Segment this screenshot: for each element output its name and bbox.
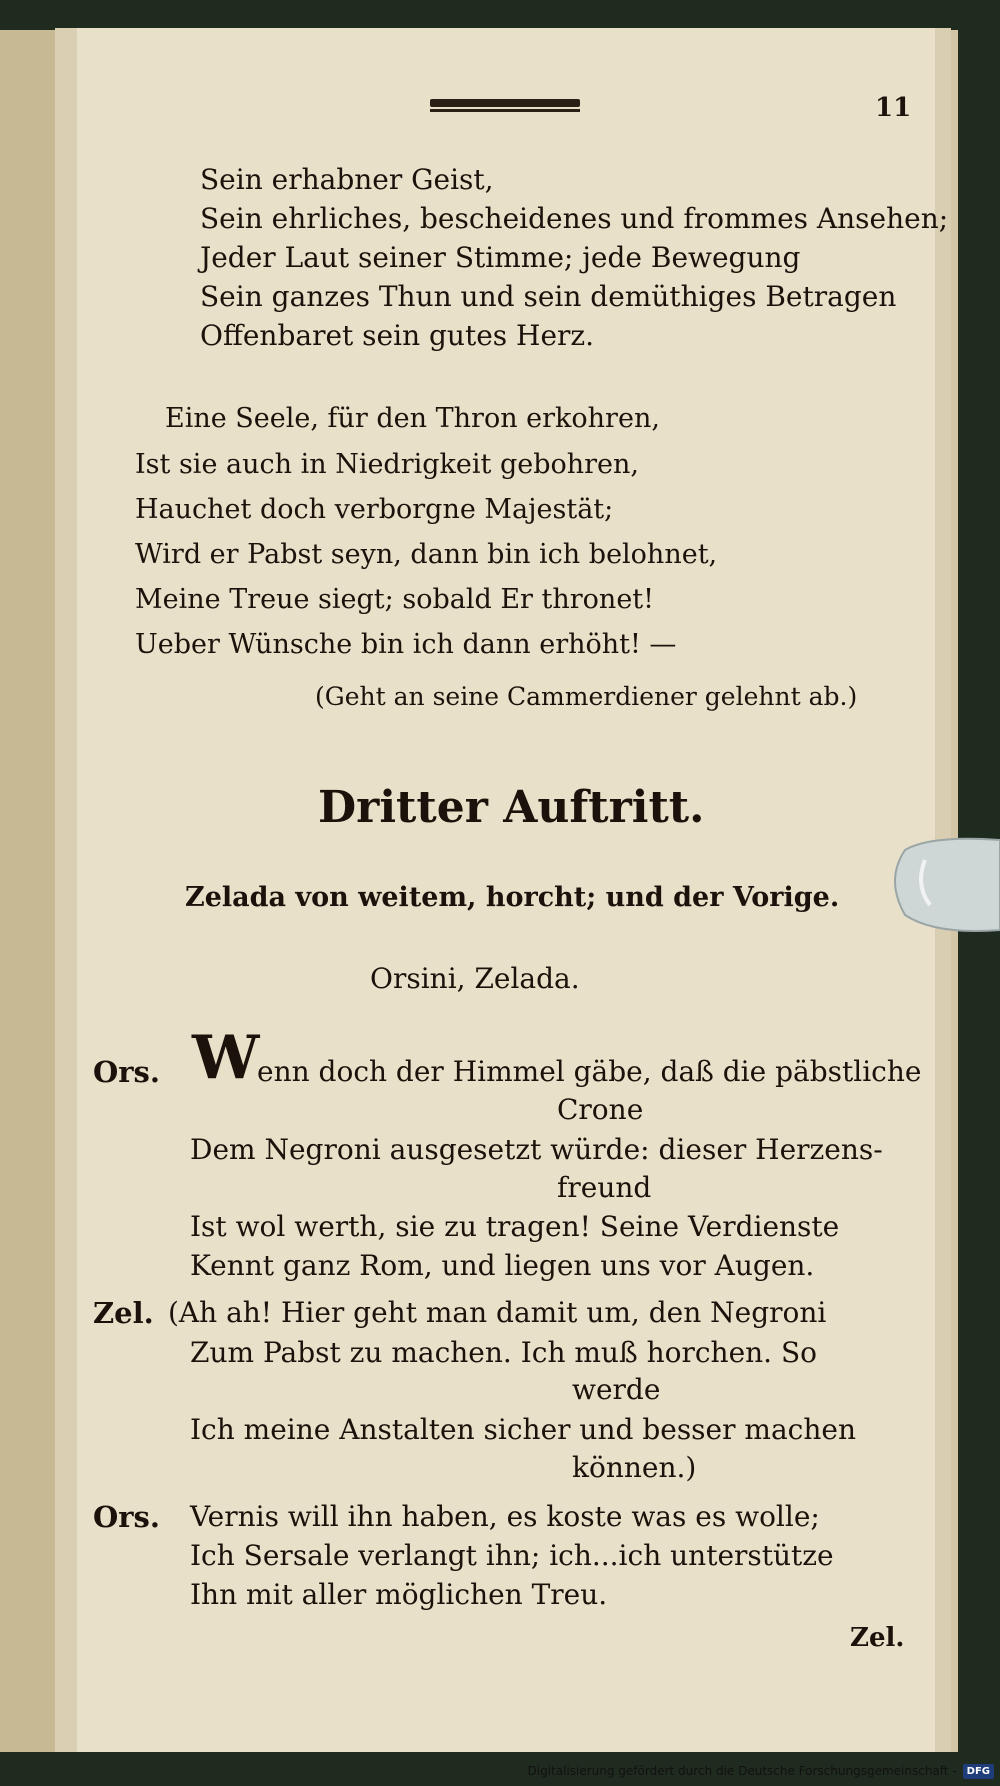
speech-line: (Ah ah! Hier geht man damit um, den Negroni — [168, 1296, 827, 1329]
speech-line: können.) — [572, 1451, 697, 1484]
header-ornament — [430, 99, 580, 107]
verse-line: Meine Treue siegt; sobald Er thronet! — [135, 584, 654, 615]
verse-line: Wird er Pabst seyn, dann bin ich belohnet, — [135, 539, 718, 570]
speaker-label: Zel. — [93, 1296, 154, 1330]
speech-line: Ist wol werth, sie zu tragen! Seine Verdienste — [190, 1210, 840, 1243]
verse-line: Jeder Laut seiner Stimme; jede Bewegung — [200, 241, 801, 274]
speech-line: Ich meine Anstalten sicher und besser machen — [190, 1413, 856, 1446]
drop-cap: W — [192, 1023, 260, 1093]
speech-line: Ich Sersale verlangt ihn; ich...ich unterstütze — [190, 1539, 834, 1572]
speech-line: Vernis will ihn haben, es koste was es wolle; — [190, 1500, 820, 1533]
verse-line: Ist sie auch in Niedrigkeit gebohren, — [135, 449, 639, 480]
speech-line: Kennt ganz Rom, und liegen uns vor Augen. — [190, 1249, 815, 1282]
speaker-label: Ors. — [93, 1500, 160, 1534]
verse-line: Sein erhabner Geist, — [200, 163, 494, 196]
speech-line: enn doch der Himmel gäbe, daß die päbstliche — [257, 1055, 922, 1088]
speech-line: Ihn mit aller möglichen Treu. — [190, 1578, 608, 1611]
verse-line: Eine Seele, für den Thron erkohren, — [165, 403, 660, 434]
catchword: Zel. — [850, 1623, 905, 1653]
verse-line: Hauchet doch verborgne Majestät; — [135, 494, 614, 525]
footer-text: Digitalisierung gefördert durch die Deutsche Forschungsgemeinschaft - — [527, 1764, 957, 1778]
speech-line: Dem Negroni ausgesetzt würde: dieser Herzens- — [190, 1133, 883, 1166]
scene-title: Dritter Auftritt. — [318, 782, 705, 833]
digitization-footer — [528, 1759, 995, 1783]
speaker-label: Ors. — [93, 1055, 160, 1089]
verse-line: Sein ganzes Thun und sein demüthiges Betragen — [200, 280, 897, 313]
verse-line: Ueber Wünsche bin ich dann erhöht! — — [135, 629, 677, 660]
speech-line: Zum Pabst zu machen. Ich muß horchen. So — [190, 1336, 818, 1369]
scene-description: Zelada von weitem, horcht; und der Vorige. — [185, 882, 840, 913]
verse-line: Offenbaret sein gutes Herz. — [200, 319, 595, 352]
speech-line: freund — [557, 1171, 652, 1204]
previous-page-edge — [0, 30, 55, 1752]
dfg-logo: DFG — [963, 1764, 994, 1779]
scene-characters: Orsini, Zelada. — [370, 962, 580, 995]
verse-line: Sein ehrliches, bescheidenes und frommes Ansehen; — [200, 202, 949, 235]
speech-line: Crone — [557, 1093, 644, 1126]
speech-line: werde — [572, 1373, 661, 1406]
stage-direction: (Geht an seine Cammerdiener gelehnt ab.) — [315, 682, 858, 711]
page-clip — [895, 839, 1000, 931]
page-number: 11 — [875, 93, 912, 123]
